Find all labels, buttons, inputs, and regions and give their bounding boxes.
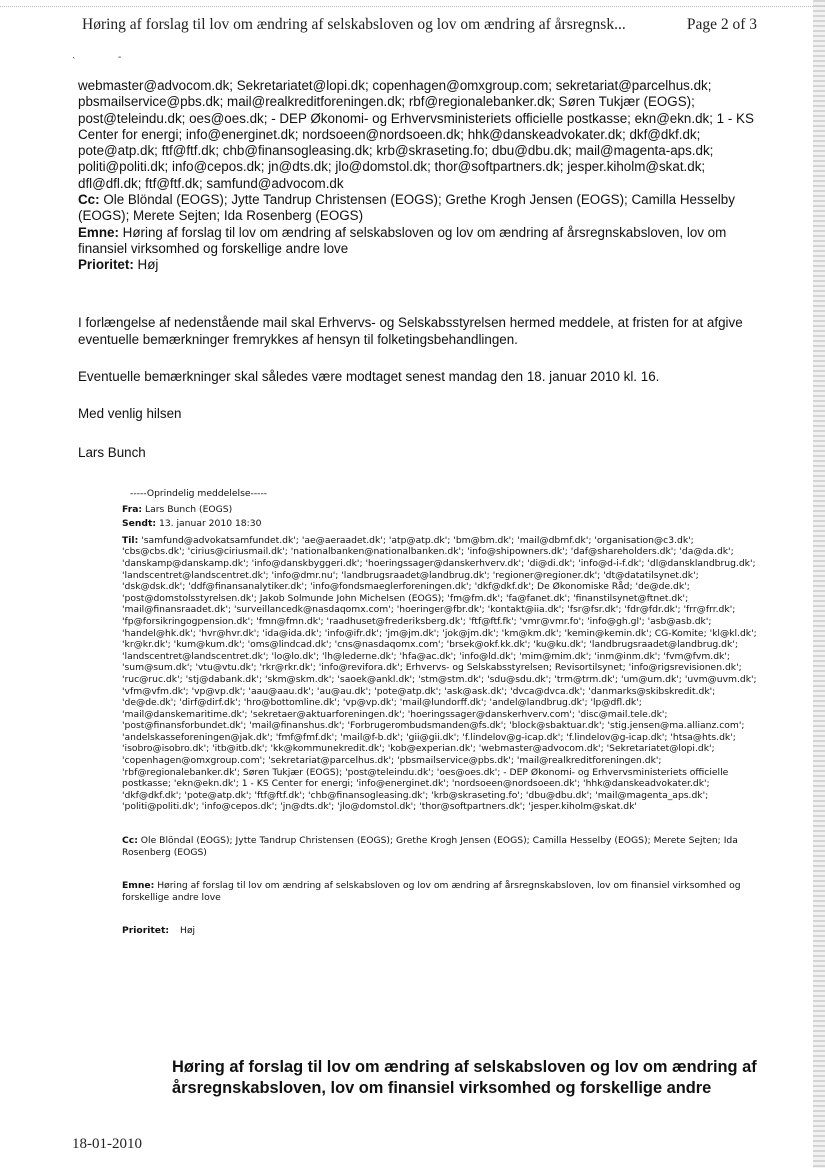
print-header (82, 16, 757, 34)
body-paragraph-2: Eventuelle bemærkninger skal således være modtaget senest mandag den 18. januar 2010 kl. 16. (78, 369, 660, 384)
original-cc-label: Cc: (122, 835, 138, 847)
scan-edge (813, 0, 825, 1168)
sent-value: 13. januar 2010 18:30 (158, 518, 262, 530)
page-number: Page 2 of 3 (686, 16, 757, 33)
original-priority-value: Høj (180, 925, 196, 937)
original-cc-value: Ole Blöndal (EOGS); Jytte Tandrup Christensen (EOGS); Grethe Krogh Jensen (EOGS); Camilla Hesselby (EOGS); Merete Sejten; Ida Rosenberg (EOGS) (122, 835, 738, 858)
recipients-list: webmaster@advocom.dk; Sekretariatet@lopi.dk; copenhagen@omxgroup.com; sekretariat@parcelhus.dk; pbsmailservice@pbs.dk; mail@realkreditforeningen.dk; rbf@regionalebanker.dk; Søren Tukjær (EOGS); post@teleindu.dk; oes@oes.dk; - DEP Økonomi- og Erhvervsministeriets officielle postkasse; ekn@ekn.dk; 1 - KS Center for energi; info@energinet.dk; nordsoeen@nordsoeen.dk; hhk@danskeadvokater.dk; dkf@dkf.dk; pote@atp.dk; ftf@ftf.dk; chb@finansogleasing.dk; krb@skraseting.fo; dbu@dbu.dk; mail@magenta-aps.dk; politi@politi.dk; info@cepos.dk; jn@dts.dk; jlo@domstol.dk; thor@softpartners.dk; jesper.kiholm@skat.dk; dfl@dfl.dk; ftf@ftf.dk; samfund@advocom.dk (78, 78, 754, 191)
subject-label: Emne: (78, 224, 119, 240)
scan-mark: ˴ (72, 52, 76, 63)
footer-date: 18-01-2010 (72, 1136, 142, 1152)
priority-value: Høj (137, 257, 159, 273)
original-cc (122, 835, 758, 858)
original-priority-label: Prioritet: (122, 925, 170, 937)
print-header-title: Høring af forslag til lov om ændring af selskabsloven og lov om ændring af årsregnsk... (82, 16, 626, 33)
original-priority (122, 925, 758, 937)
to-value: 'samfund@advokatsamfundet.dk'; 'ae@aeraadet.dk'; 'atp@atp.dk'; 'bm@bm.dk'; 'mail@dbmf.dk'; 'organisation@c3.dk'; 'cbs@cbs.dk'; 'cirius@ciriusmail.dk'; 'nationalbanken@nationalbanken.dk'; 'info@shipowners.dk'; 'daf@shareholders.dk'; 'da@da.dk'; 'danskamp@danskamp.dk'; 'info@danskbyggeri.dk'; 'hoeringssager@danskerhverv.dk'; 'di@di.dk'; 'info@d-i-f.dk'; 'dl@dansklandbrug.dk'; 'landscentret@landscentret.dk'; 'info@dmr.nu'; 'landbrugsraadet@landbrug.dk'; 'regioner@regioner.dk'; 'dt@datatilsynet.dk'; 'dsk@dsk.dk'; 'ddf@finansanalytiker.dk'; 'info@fondsmaeglerforeningen.dk'; 'dkf@dkf.dk'; De Økonomiske Råd; 'de@de.dk'; 'post@domstolsstyrelsen.dk'; Jakob Solmunde John Michelsen (EOGS); 'fm@fm.dk'; 'fa@fanet.dk'; 'finanstilsynet@ftnet.dk'; 'mail@finansraadet.dk'; 'surveillancedk@nasdaqomx.com'; 'hoeringer@fbr.dk'; 'kontakt@iia.dk'; 'fsr@fsr.dk'; 'fdr@fdr.dk'; 'frr@frr.dk'; 'fp@forsikringogpension.dk'; 'fmn@fmn.dk'; 'raadhuset@frederiksberg.dk'; 'ftf@ftf.fk'; 'vmr@vmr.fo'; 'info@gh.gl'; 'asb@asb.dk'; 'handel@hk.dk'; 'hvr@hvr.dk'; 'ida@ida.dk'; 'info@ifr.dk'; 'jm@jm.dk'; 'jok@jm.dk'; 'km@km.dk'; 'kemin@kemin.dk'; CG-Komite; 'kl@kl.dk'; 'kr@kr.dk'; 'kum@kum.dk'; 'oms@lindcad.dk'; 'cns@nasdaqomx.com'; 'brsek@okf.kk.dk'; 'ku@ku.dk'; 'landbrugsraadet@landbrug.dk'; 'landscentret@landscentret.dk'; 'lo@lo.dk'; 'lh@lederne.dk'; 'hfa@ac.dk'; 'info@ld.dk'; 'mim@mim.dk'; 'inm@inm.dk'; 'fvm@fvm.dk'; 'sum@sum.dk'; 'vtu@vtu.dk'; 'rkr@rkr.dk'; 'info@revifora.dk'; Erhvervs- og Selskabsstyrelsen; Revisortilsynet; 'info@rigsrevisionen.dk'; 'ruc@ruc.dk'; 'stj@dabank.dk'; 'skm@skm.dk'; 'saoek@ankl.dk'; 'stm@stm.dk'; 'sdu@sdu.dk'; 'trm@trm.dk'; 'um@um.dk'; 'uvm@uvm.dk'; 'vfm@vfm.dk'; 'vp@vp.dk'; 'aau@aau.dk'; 'au@au.dk'; 'pote@atp.dk'; 'ask@ask.dk'; 'dvca@dvca.dk'; 'danmarks@skibskredit.dk'; 'de@de.dk'; 'dirf@dirf.dk'; 'hro@bottomline.dk'; 'vp@vp.dk'; 'mail@lundorff.dk'; 'andel@landbrug.dk'; 'lp@dfl.dk'; 'mail@danskemaritime.dk'; 'sekretaer@aktuarforeningen.dk'; 'hoeringssager@danskerhverv.com'; 'disc@mail.tele.dk'; 'post@finansforbundet.dk'; 'mail@finanshus.dk'; 'Forbrugerombudsmanden@fs.dk'; 'block@sbaktuar.dk'; 'stig.jensen@ma.allianz.com'; 'andelskasseforeningen@jak.dk'; 'fmf@fmf.dk'; 'mail@f-b.dk'; 'gii@gii.dk'; 'f.lindelov@g-icap.dk'; 'f.lindelov@g-icap.dk'; 'htsa@hts.dk'; 'isobro@isobro.dk'; 'itb@itb.dk'; 'kk@kommunekredit.dk'; 'kob@experian.dk'; 'webmaster@advocom.dk'; 'Sekretariatet@lopi.dk'; 'copenhagen@omxgroup.com'; 'sekretariat@parcelhus.dk'; 'pbsmailservice@pbs.dk'; 'mail@realkreditforeningen.dk'; 'rbf@regionalebanker.dk'; Søren Tukjær (EOGS); 'post@teleindu.dk'; 'oes@oes.dk'; - DEP Økonomi- og Erhvervsministeriets officielle postkasse; 'ekn@ekn.dk'; 1 - KS Center for energi; 'info@energinet.dk'; 'nordsoeen@nordsoeen.dk'; 'hhk@danskeadvokater.dk'; 'dkf@dkf.dk'; 'pote@atp.dk'; 'ftf@ftf.dk'; 'chb@finansogleasing.dk'; 'krb@skraseting.fo'; 'dbu@dbu.dk'; 'mail@magenta_aps.dk'; 'politi@politi.dk'; 'info@cepos.dk'; 'jn@dts.dk'; 'jlo@domstol.dk'; 'thor@softpartners.dk'; 'jesper.kiholm@skat.dk' (122, 534, 757, 813)
original-from (122, 504, 758, 516)
sent-label: Sendt: (122, 518, 157, 530)
cc-line (78, 192, 758, 225)
signature-name: Lars Bunch (78, 445, 146, 460)
to-label: Til: (122, 534, 139, 546)
subject-line (78, 225, 758, 258)
from-value: Lars Bunch (EOGS) (145, 503, 233, 515)
original-message (122, 488, 758, 937)
priority-line (78, 257, 758, 273)
top-rule (0, 6, 825, 7)
original-separator: -----Oprindelig meddelelse----- (130, 488, 268, 499)
original-to (122, 535, 758, 813)
recipients-block (78, 78, 758, 274)
cc-value: Ole Blöndal (EOGS); Jytte Tandrup Christensen (EOGS); Grethe Krogh Jensen (EOGS); Camilla Hesselby (EOGS); Merete Sejten; Ida Rosenberg (EOGS) (78, 192, 735, 224)
cc-label: Cc: (78, 192, 100, 208)
closing-greeting: Med venlig hilsen (78, 406, 182, 421)
original-subject-value: Høring af forslag til lov om ændring af selskabsloven og lov om ændring af årsregnskabsloven, lov om finansiel virksomhed og forskellige andre love (122, 880, 741, 903)
attachment-heading: Høring af forslag til lov om ændring af selskabsloven og lov om ændring af årsregnskabsloven, lov om finansiel virksomhed og forskellige andre (172, 1058, 757, 1097)
scan-mark: - (118, 52, 122, 63)
original-subject (122, 880, 758, 903)
subject-value: Høring af forslag til lov om ændring af selskabsloven og lov om ændring af årsregnskabsloven, lov om finansiel virksomhed og forskellige andre love (78, 224, 727, 256)
body-paragraph-1: I forlængelse af nedenstående mail skal Erhvervs- og Selskabsstyrelsen hermed meddele, at fristen for at afgive eventuelle bemærkninger fremrykkes af hensyn til folketingsbehandlingen. (78, 315, 743, 347)
priority-label: Prioritet: (78, 257, 134, 273)
from-label: Fra: (122, 503, 143, 515)
original-sent (122, 518, 758, 530)
original-subject-label: Emne: (122, 880, 155, 892)
